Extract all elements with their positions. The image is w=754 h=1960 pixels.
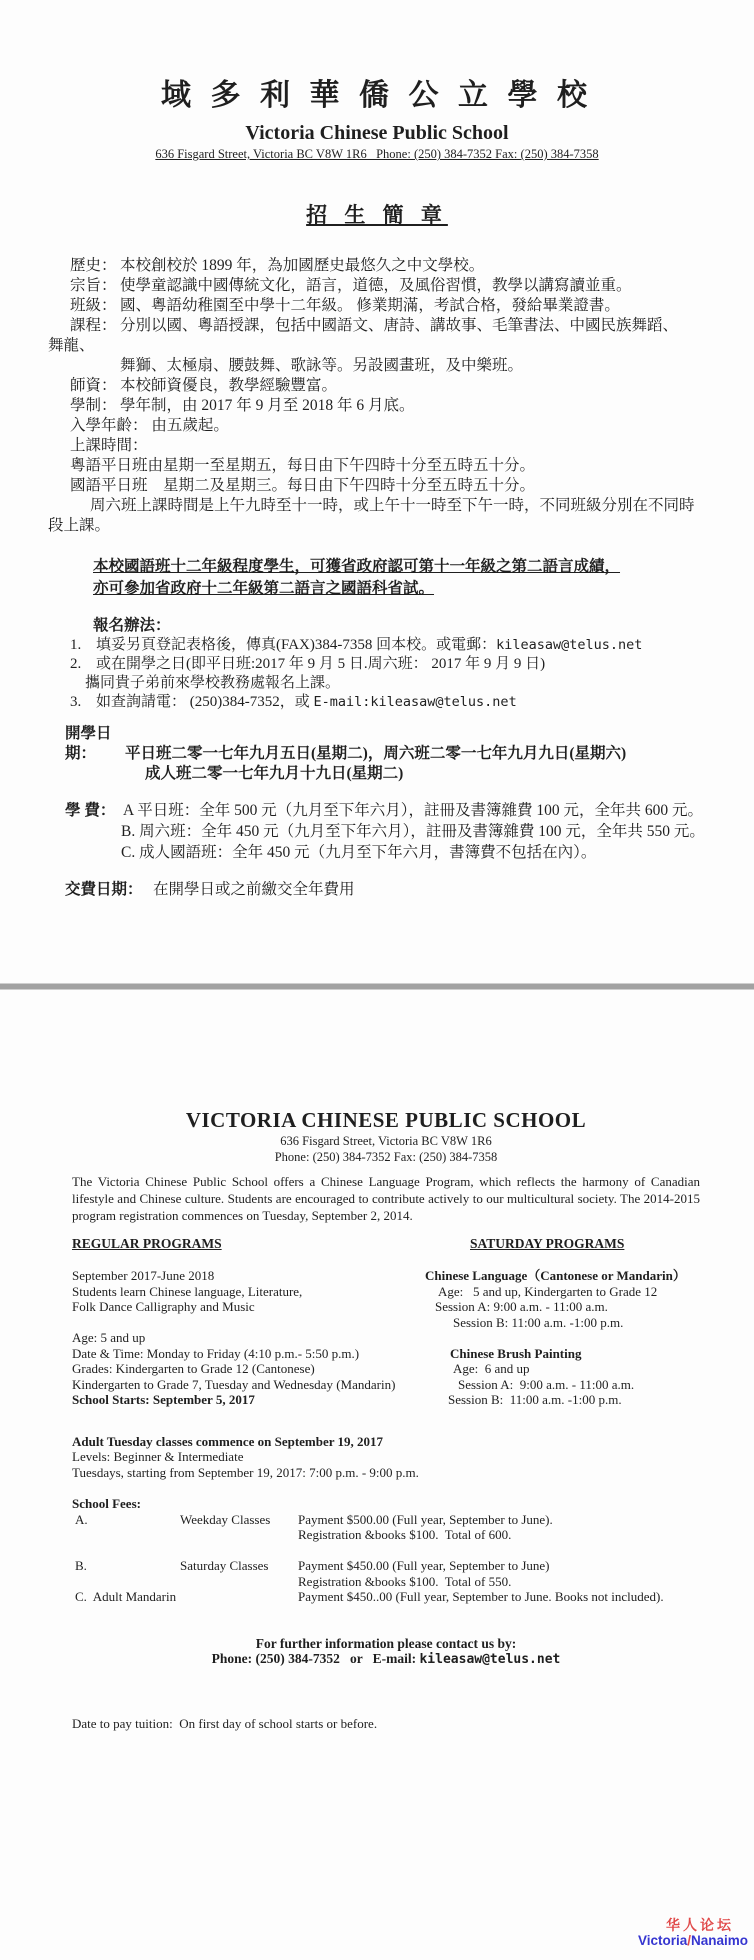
tuition-due-line: Date to pay tuition: On first day of school starts or before. <box>72 1715 378 1731</box>
school-fees-heading: School Fees: <box>72 1496 141 1511</box>
cl-age-line: Age: 5 and up, Kindergarten to Grade 12 <box>438 1283 658 1299</box>
tuition-adult-line: C. 成人國語班：全年 450 元（九月至下年六月，書簿費不包括在內）。 <box>121 844 597 861</box>
contact-heading: For further information please contact us by: <box>255 1635 517 1651</box>
fee-row-a: A. Weekday Classes Payment $500.00 (Full year, September to June). <box>75 1511 553 1527</box>
watermark-english: Victoria/Nanaimo <box>637 1933 748 1948</box>
tuition-section: 學 費： A 平日班：全年 500 元（九月至下年六月），註冊及書簿雜費 100 元，全年共 600 元。 B. 周六班：全年 450 元（九月至下年六月），註冊及書簿雜費 100 元，全年共 550 元。 C. 成人國語班：全年 450 元（九月至下年六月，書簿費不包括在內）。 <box>48 800 706 863</box>
saturday-programs-heading: SATURDAY PROGRAMS <box>470 1236 625 1251</box>
registration-item-1: 1. 填妥另頁登記表格後，傳真(FAX)384-7358 回本校。或電郵：kileasaw@telus.net <box>70 637 643 653</box>
payment-date-section: 交費日期： 在開學日或之前繳交全年費用 <box>65 881 355 898</box>
program-line: Grades: Kindergarten to Grade 12 (Cantonese) <box>72 1361 315 1376</box>
fee-row-b: B. Saturday Classes Payment $450.00 (Full year, September to June) <box>75 1558 550 1573</box>
program-line: Date & Time: Monday to Friday (4:10 p.m.- 5:50 p.m.) <box>72 1345 360 1361</box>
registration-list <box>48 636 706 712</box>
adult-levels-line: Levels: Beginner & Intermediate <box>72 1449 244 1464</box>
email-text: kileasaw@telus.net <box>419 1652 561 1667</box>
registration-item-2: 2. 或在開學之日(即平日班:2017 年 9 月 5 日.周六班： 2017 年 9 月 9 日) <box>70 656 546 672</box>
admissions-brochure-title: 招 生 簡 章 <box>306 203 448 227</box>
tuition-saturday-line: B. 周六班：全年 450 元（九月至下年六月），註冊及書簿雜費 100 元，全年共 550 元。 <box>121 823 705 840</box>
curriculum-cont-line: 舞獅、太極扇、腰鼓舞、歌詠等。另設國畫班，及中樂班。 <box>120 357 524 374</box>
chinese-language-heading: Chinese Language（Cantonese or Mandarin） <box>425 1268 686 1283</box>
tuition-label: 學 費： <box>65 802 116 819</box>
adult-classes-section <box>72 1434 700 1481</box>
program-line: September 2017-June 2018 <box>72 1268 215 1283</box>
fee-row-b-registration: Registration &books $100. Total of 550. <box>298 1573 512 1589</box>
school-name-english: Victoria Chinese Public School <box>245 122 509 144</box>
school-year-line: 學制： 學年制，由 2017 年 9 月至 2018 年 6 月底。 <box>70 397 415 414</box>
school-name-english-caps: VICTORIA CHINESE PUBLIC SCHOOL <box>185 1108 587 1132</box>
watermark-slash: / <box>687 1933 691 1948</box>
cl-session-a-line: Session A: 9:00 a.m. - 11:00 a.m. <box>435 1299 608 1314</box>
mission-line: 宗旨： 使學童認識中國傳統文化，語言，道德，及風俗習慣，教學以講寫讀並重。 <box>70 277 632 294</box>
intro-paragraph: The Victoria Chinese Public School offers a Chinese Language Program, which reflects the harmony of Canadian lifestyle and Chinese culture. Students are encouraged to contribute actively to our multicultural society. The 2014-2015 program registration commences on Tuesday, September 2, 2014. <box>72 1174 700 1223</box>
saturday-time-line: 周六班上課時間是上午九時至十一時，或上午十一時至下午一時，不同班級分別在不同時 <box>90 497 695 514</box>
email-text: kileasaw@telus.net <box>496 637 643 653</box>
payment-date-label: 交費日期： <box>65 881 143 898</box>
phone-fax-line: Phone: (250) 384-7352 Fax: (250) 384-7358 <box>274 1150 498 1164</box>
fee-row-c: C. Adult Mandarin Payment $450..00 (Full year, September to June. Books not included). <box>75 1589 664 1604</box>
fee-row-a-registration: Registration &books $100. Total of 600. <box>298 1527 512 1542</box>
opening-dates-label: 開學日期： <box>65 725 112 762</box>
school-fees-section <box>72 1496 700 1605</box>
regular-programs-column <box>72 1236 420 1408</box>
bp-session-a-line: Session A: 9:00 a.m. - 11:00 a.m. <box>458 1376 635 1392</box>
contact-section <box>72 1636 700 1668</box>
programs-columns <box>72 1236 700 1408</box>
school-info-section <box>48 256 706 536</box>
watermark-chinese: 华人论坛 <box>666 1917 734 1933</box>
adult-schedule-line: Tuesdays, starting from September 19, 2017: 7:00 p.m. - 9:00 p.m. <box>72 1464 419 1480</box>
forum-watermark <box>638 1918 748 1948</box>
curriculum-line: 課程： 分別以國、粵語授課，包括中國語文、唐詩、講故事、毛筆書法、中國民族舞蹈、 <box>70 317 679 334</box>
school-starts-line: School Starts: September 5, 2017 <box>72 1392 255 1407</box>
entry-age-line: 入學年齡： 由五歲起。 <box>70 417 229 434</box>
brush-painting-heading: Chinese Brush Painting <box>450 1345 582 1361</box>
page-2-english-flyer <box>0 989 754 1960</box>
saturday-time-wrap-line: 段上課。 <box>48 517 111 534</box>
bp-age-line: Age: 6 and up <box>453 1361 530 1376</box>
curriculum-wrap-line: 舞龍、 <box>48 337 95 354</box>
cantonese-weekday-time-line: 粵語平日班由星期一至星期五，每日由下午四時十分至五時五十分。 <box>70 457 536 474</box>
contact-phone-email-line: Phone: (250) 384-7352 or E-mail: kileasaw@telus.net <box>211 1651 561 1667</box>
email-text: E-mail:kileasaw@telus.net <box>313 694 517 710</box>
registration-item-2-cont: 攜同貴子弟前來學校教務處報名上課。 <box>85 675 341 691</box>
bp-session-b-line: Session B: 11:00 a.m. -1:00 p.m. <box>448 1392 622 1407</box>
regular-programs-heading: REGULAR PROGRAMS <box>72 1236 222 1251</box>
address-line: 636 Fisgard Street, Victoria BC V8W 1R6 <box>280 1134 492 1148</box>
grades-line: 班級： 國、粵語幼稚園至中學十二年級。 修業期滿，考試合格，發給畢業證書。 <box>70 297 620 314</box>
opening-dates-section: 開學日期： 平日班二零一七年九月五日(星期二)，周六班二零一七年九月九日(星期六) 成人班二零一七年九月十九日(星期二) <box>48 724 706 784</box>
cl-session-b-line: Session B: 11:00 a.m. -1:00 p.m. <box>453 1314 624 1330</box>
school-name-chinese: 域 多 利 華 僑 公 立 學 校 <box>161 79 593 112</box>
mandarin-weekday-time-line: 國語平日班 星期二及星期三。每日由下午四時十分至五時五十分。 <box>70 477 536 494</box>
registration-item-3: 3. 如查詢請電： (250)384-7352，或 E-mail:kileasaw@telus.net <box>70 694 517 710</box>
history-line: 歷史： 本校創校於 1899 年，為加國歷史最悠久之中文學校。 <box>70 257 485 274</box>
teachers-line: 師資： 本校師資優良，教學經驗豐富。 <box>70 377 338 394</box>
adult-classes-heading: Adult Tuesday classes commence on September 19, 2017 <box>72 1433 384 1449</box>
class-time-heading: 上課時間： <box>70 437 148 454</box>
program-line: Folk Dance Calligraphy and Music <box>72 1299 255 1314</box>
saturday-programs-column <box>420 1236 700 1408</box>
address-phone-line: 636 Fisgard Street, Victoria BC V8W 1R6 Phone: (250) 384-7352 Fax: (250) 384-7358 <box>155 147 599 161</box>
provincial-credit-note: 本校國語班十二年級程度學生，可獲省政府認可第十一年級之第二語言成績， 亦可參加省政府十二年級第二語言之國語科省試。 <box>93 558 621 597</box>
registration-heading: 報名辦法： <box>93 617 171 634</box>
program-line: Students learn Chinese language, Literature, <box>72 1283 303 1299</box>
program-line: Age: 5 and up <box>72 1330 146 1345</box>
adult-class-opening-line: 成人班二零一七年九月十九日(星期二) <box>145 765 404 782</box>
program-line: Kindergarten to Grade 7, Tuesday and Wednesday (Mandarin) <box>72 1376 396 1392</box>
